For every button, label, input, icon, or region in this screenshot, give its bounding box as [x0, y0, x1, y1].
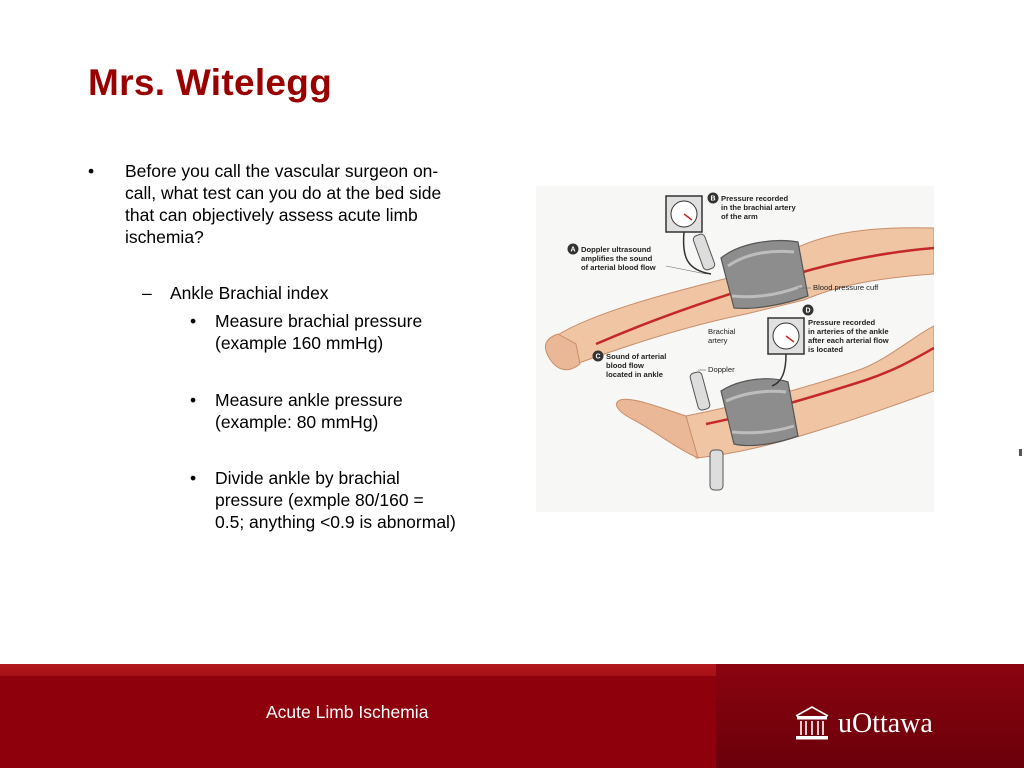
foot-shape — [616, 399, 698, 458]
step-divide — [215, 467, 456, 533]
sub-bullet-marker: – — [142, 283, 152, 303]
step-marker: • — [190, 468, 197, 488]
badge-a-letter: A — [570, 246, 576, 254]
bullet-question — [125, 160, 441, 248]
label-brachial-line: artery — [708, 336, 728, 345]
label-a-line: of arterial blood flow — [581, 263, 656, 272]
label-c-line: blood flow — [606, 361, 644, 370]
label-cuff: Blood pressure cuff — [813, 283, 879, 292]
slide-body — [0, 0, 520, 660]
sub-bullet-abi: Ankle Brachial index — [170, 283, 329, 303]
label-d-line: in arteries of the ankle — [808, 327, 889, 336]
label-b-line: in the brachial artery — [721, 203, 796, 212]
label-brachial-line: Brachial — [708, 327, 736, 336]
bullet-question-line: that can objectively assess acute limb — [125, 205, 418, 225]
badge-d-letter: D — [805, 307, 811, 315]
step-line: pressure (exmple 80/160 = — [215, 490, 424, 510]
badge-b-letter: B — [710, 195, 716, 203]
label-c-line: Sound of arterial — [606, 352, 667, 361]
step-line: Measure ankle pressure — [215, 390, 403, 410]
doppler-probe-foot — [710, 450, 723, 490]
bullet-marker: • — [88, 161, 95, 181]
label-doppler: Doppler — [708, 365, 735, 374]
label-b-line: Pressure recorded — [721, 194, 789, 203]
arm-cuff — [721, 241, 808, 309]
badge-c-letter: C — [595, 353, 601, 361]
abi-illustration — [536, 186, 934, 512]
step-line: 0.5; anything <0.9 is abnormal) — [215, 512, 456, 532]
step-line: Divide ankle by brachial — [215, 468, 400, 488]
edge-mark — [1019, 449, 1022, 456]
label-d-line: after each arterial flow — [808, 336, 889, 345]
step-marker: • — [190, 390, 197, 410]
label-b-line: of the arm — [721, 212, 758, 221]
leader-a — [666, 266, 706, 274]
step-ankle — [215, 389, 403, 433]
slide-title: Mrs. Witelegg — [88, 62, 333, 103]
label-d-line: is located — [808, 345, 844, 354]
step-line: Measure brachial pressure — [215, 311, 423, 331]
bullet-question-line: call, what test can you do at the bed side — [125, 183, 442, 203]
doppler-probe-leg — [689, 371, 710, 411]
bullet-question-line: ischemia? — [125, 227, 204, 247]
label-d-line: Pressure recorded — [808, 318, 876, 327]
step-brachial — [215, 310, 422, 354]
step-line: (example 160 mmHg) — [215, 333, 384, 353]
uottawa-wordmark: uOttawa — [838, 708, 933, 739]
step-marker: • — [190, 311, 197, 331]
building-icon — [796, 707, 828, 740]
label-a-line: Doppler ultrasound — [581, 245, 652, 254]
ankle-cuff — [721, 379, 798, 446]
footer-title: Acute Limb Ischemia — [266, 702, 429, 722]
bullet-question-line: Before you call the vascular surgeon on- — [125, 161, 439, 181]
doppler-probe-arm — [692, 233, 716, 271]
label-a-line: amplifies the sound — [581, 254, 653, 263]
step-line: (example: 80 mmHg) — [215, 412, 379, 432]
abi-diagram — [536, 186, 934, 512]
label-c-line: located in ankle — [606, 370, 663, 379]
